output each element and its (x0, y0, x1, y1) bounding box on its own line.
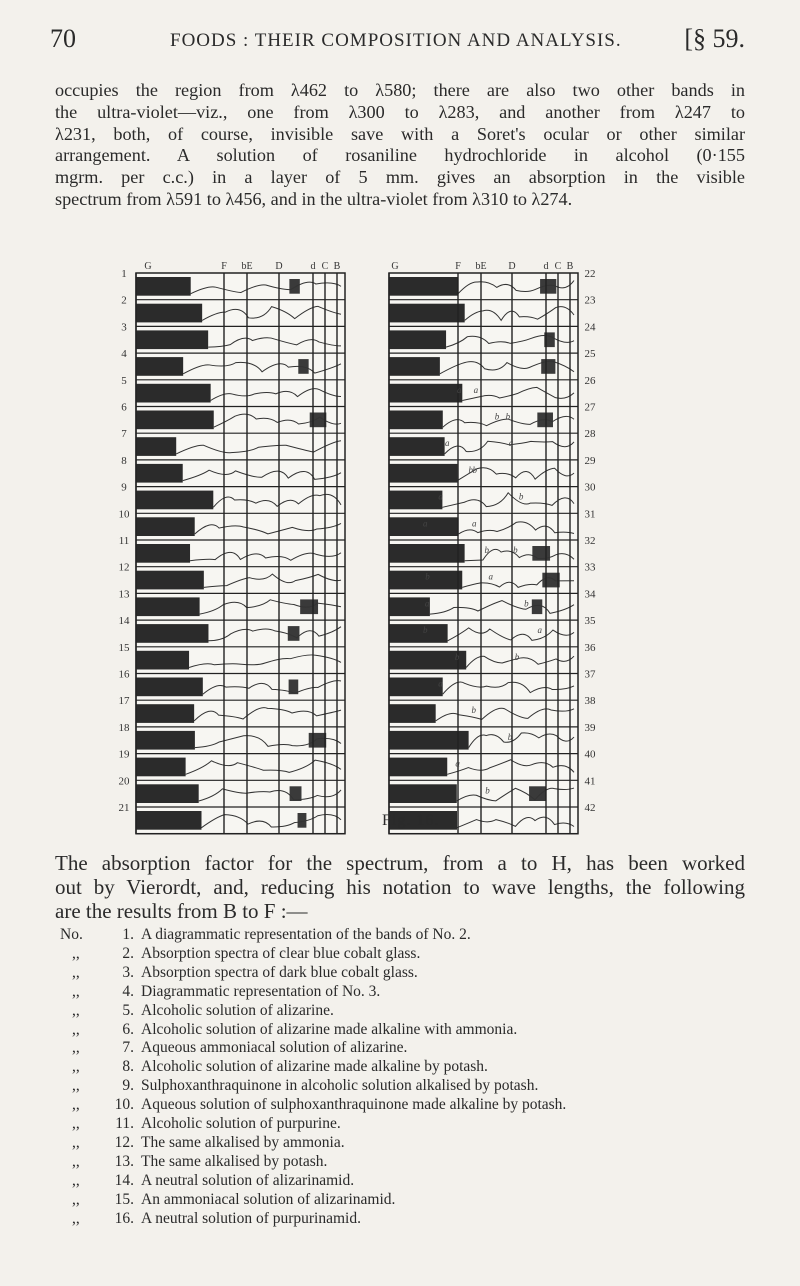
absorption-band (136, 357, 183, 376)
spectrum-row-number: 10 (118, 508, 130, 521)
legend-number: 13. (114, 1152, 134, 1170)
absorption-band (389, 330, 446, 349)
spectrum-row-number: 22 (584, 268, 596, 280)
fraunhofer-line-label: D (275, 261, 283, 272)
spectrum-row-number: 16 (118, 668, 130, 681)
legend-number: 4. (122, 982, 134, 1000)
legend-prefix: ,, (72, 1001, 80, 1019)
absorption-band (136, 624, 208, 643)
legend-text: The same alkalised by ammonia. (141, 1133, 345, 1151)
legend-number: 15. (114, 1190, 134, 1208)
absorption-band (389, 704, 436, 723)
legend-text: A neutral solution of alizarinamid. (141, 1171, 355, 1189)
legend-prefix: ,, (72, 1209, 80, 1227)
spectrum-row-number: 25 (584, 348, 596, 361)
legend-number: 3. (122, 963, 134, 981)
absorption-band (136, 464, 183, 483)
absorption-band (136, 704, 194, 723)
legend-text: Aqueous solution of sulphoxanthraquinone made alkaline by potash. (141, 1096, 567, 1114)
curve-label: b (505, 411, 511, 422)
figure-caption: Fig. 16. (382, 812, 440, 829)
legend-prefix: ,, (72, 1190, 80, 1208)
fraunhofer-line-label: B (333, 261, 341, 272)
fraunhofer-line-label: C (554, 261, 562, 272)
curve-label: a (537, 625, 542, 636)
absorption-band (389, 784, 457, 803)
legend-text: Alcoholic solution of alizarine. (141, 1001, 334, 1019)
legend-number: 1. (122, 926, 134, 943)
absorption-band (136, 758, 186, 777)
legend-text: The same alkalised by potash. (141, 1152, 328, 1170)
curve-label: a (455, 758, 460, 769)
absorption-band (136, 784, 199, 803)
curve-label: b (422, 625, 428, 636)
curve-label: b (454, 651, 460, 662)
absorption-band (136, 384, 211, 403)
legend-text: Alcoholic solution of alizarine made alkaline by potash. (141, 1058, 488, 1076)
spectrum-row-number: 20 (118, 775, 130, 788)
legend-number: 9. (122, 1077, 134, 1095)
legend-prefix: ,, (72, 982, 80, 1000)
spectrum-row-number: 29 (584, 454, 596, 467)
absorption-band (389, 437, 445, 456)
spectrum-row-number: 12 (118, 561, 130, 574)
legend-prefix: ,, (72, 1039, 80, 1057)
legend-number: 8. (122, 1058, 134, 1076)
legend-prefix: ,, (72, 1152, 80, 1170)
absorption-band (136, 571, 204, 590)
spectrum-row-number: 6 (121, 401, 127, 414)
spectrum-row-number: 34 (584, 588, 596, 601)
spectrum-row-number: 26 (584, 374, 596, 387)
curve-label: b (507, 731, 513, 742)
spectrum-row-number: 9 (121, 481, 127, 494)
legend-number: 5. (122, 1001, 134, 1019)
absorption-band (389, 758, 447, 777)
spectrum-row-number: 30 (584, 481, 596, 494)
text-line: λ231, both, of course, invisible save with a Soret's ocular or other similar (55, 123, 745, 144)
legend-prefix: ,, (72, 1133, 80, 1151)
curve-label: a (456, 384, 462, 395)
absorption-band (298, 813, 307, 828)
absorption-band (136, 437, 176, 456)
fraunhofer-line-label: F (455, 261, 461, 272)
legend-prefix: ,, (72, 1058, 80, 1076)
absorption-band (389, 597, 430, 616)
legend-prefix: ,, (72, 1020, 80, 1038)
curve-label: b (472, 464, 478, 475)
legend-text: Diagrammatic representation of No. 3. (141, 982, 381, 1000)
curve-label: a (508, 438, 514, 449)
curve-label: b (514, 651, 520, 662)
absorption-band (136, 491, 213, 510)
legend-number: 16. (114, 1209, 134, 1227)
curve-label: a (473, 384, 479, 395)
absorption-band (289, 279, 299, 294)
absorption-band (389, 678, 443, 697)
section-reference: [§ 59. (684, 24, 745, 53)
absorption-band (389, 624, 448, 643)
spectrum-row-number: 4 (121, 348, 127, 361)
text-line: mgrm. per c.c.) in a layer of 5 mm. gives an absorption in the visible (55, 167, 745, 188)
spectrum-row-number: 7 (121, 428, 127, 441)
absorption-band (136, 651, 189, 670)
absorption-band (542, 573, 559, 588)
spectrum-row-number: 33 (584, 561, 596, 574)
fraunhofer-line-label: d (543, 261, 549, 272)
absorption-band (389, 731, 469, 750)
fraunhofer-line-label: bE (475, 261, 487, 272)
legend-number: 6. (122, 1020, 134, 1038)
text-line: the ultra-violet—viz., one from λ300 to λ283, and another from λ247 to (55, 101, 745, 122)
fraunhofer-line-label: G (391, 261, 399, 272)
spectrum-row-number: 2 (121, 294, 127, 307)
text-line: The absorption factor for the spectrum, from a to H, has been worked (55, 851, 745, 875)
curve-label: a (423, 518, 428, 529)
text-line: out by Vierordt, and, reducing his notation to wave lengths, the following (55, 875, 745, 899)
spectrum-row-number: 35 (584, 615, 596, 628)
absorption-band (136, 277, 191, 296)
curve-label: a (444, 438, 450, 449)
legend-number: 14. (114, 1171, 134, 1189)
spectrum-row-number: 5 (121, 374, 127, 387)
spectrum-row-number: 3 (121, 321, 127, 334)
legend-number: 7. (122, 1039, 134, 1057)
spectrum-row-number: 23 (584, 294, 596, 307)
absorption-band (532, 599, 542, 614)
spectrum-row-number: 19 (118, 748, 130, 761)
curve-label: a (424, 598, 430, 609)
spectrum-row-number: 38 (584, 695, 596, 708)
legend-text: Alcoholic solution of alizarine made alkaline with ammonia. (141, 1020, 518, 1038)
spectrum-row-number: 21 (118, 802, 130, 814)
legend-prefix: ,, (72, 1171, 80, 1189)
absorption-band (389, 357, 440, 376)
running-title: FOODS : THEIR COMPOSITION AND ANALYSIS. (170, 30, 622, 51)
absorption-band (136, 544, 190, 563)
absorption-band (389, 411, 443, 430)
absorption-band (136, 304, 202, 323)
legend-prefix: ,, (72, 1096, 80, 1114)
legend-text: A neutral solution of purpurinamid. (141, 1209, 361, 1227)
absorption-band (389, 384, 462, 403)
text-line: spectrum from λ591 to λ456, and in the ultra-violet from λ310 to λ274. (55, 188, 573, 209)
spectrum-row-number: 24 (584, 321, 596, 334)
spectrum-row-number: 17 (118, 695, 130, 708)
curve-label: b (524, 598, 529, 609)
legend-prefix: ,, (72, 944, 80, 962)
fraunhofer-line-label: d (310, 261, 316, 272)
spectrum-row-number: 37 (584, 668, 596, 681)
curve-label: a (438, 678, 443, 689)
fraunhofer-line-label: G (144, 261, 152, 272)
curve-label: b (485, 785, 490, 796)
spectrum-row-number: 8 (121, 454, 127, 467)
left-spectra-panel (119, 261, 346, 834)
absorption-band (136, 811, 201, 830)
legend-text: Aqueous ammoniacal solution of alizarine. (141, 1039, 408, 1057)
absorption-band (136, 678, 203, 697)
absorption-band (389, 464, 457, 483)
spectrum-row-number: 32 (584, 535, 596, 547)
spectrum-row-number: 14 (118, 615, 130, 628)
legend-number: 2. (122, 944, 134, 962)
legend-number: 10. (114, 1096, 134, 1114)
page-number: 70 (50, 24, 76, 53)
curve-label: b (518, 491, 524, 502)
text-line: occupies the region from λ462 to λ580; there are also two other bands in (55, 80, 745, 100)
absorption-band (136, 597, 200, 616)
spectrum-row-number: 39 (584, 721, 596, 734)
legend-prefix: ,, (72, 963, 80, 981)
body-paragraph-2 (55, 851, 745, 923)
absorption-band (136, 517, 195, 536)
curve-label: b (494, 411, 500, 422)
absorption-band (529, 786, 546, 801)
spectrum-row-number: 41 (584, 775, 596, 788)
curve-label: a (438, 491, 443, 502)
spectrum-row-number: 36 (584, 641, 596, 654)
absorption-band (136, 731, 195, 750)
absorption-band (389, 544, 465, 563)
legend-prefix: ,, (72, 1077, 80, 1095)
spectrum-row-number: 18 (118, 721, 130, 734)
legend-text: Alcoholic solution of purpurine. (141, 1115, 341, 1132)
absorption-band (290, 786, 302, 801)
absorption-band (389, 277, 458, 296)
spectrum-row-number: 11 (118, 535, 130, 547)
curve-label: a (488, 571, 493, 582)
spectrum-row-number: 42 (584, 802, 596, 814)
text-line: are the results from B to F :— (55, 899, 308, 923)
absorption-band (309, 733, 326, 748)
legend-text: An ammoniacal solution of alizarinamid. (141, 1190, 396, 1208)
curve-label: a (471, 518, 477, 529)
fraunhofer-line-label: F (221, 261, 227, 272)
curve-label: b (484, 545, 490, 555)
absorption-band (288, 626, 300, 641)
spectrum-row-number: 40 (584, 748, 596, 761)
absorption-band (389, 491, 442, 510)
spectrum-row-number: 31 (584, 508, 596, 521)
fraunhofer-line-label: B (566, 261, 574, 272)
legend-number: 11. (115, 1115, 134, 1132)
text-line: arrangement. A solution of rosaniline hydrochloride in alcohol (0·155 (55, 145, 745, 166)
legend-prefix: ,, (72, 1115, 80, 1132)
legend-text: A diagrammatic representation of the bands of No. 2. (141, 926, 471, 943)
fraunhofer-line-label: bE (241, 261, 253, 272)
legend-number: 12. (114, 1133, 134, 1151)
legend-text: Absorption spectra of dark blue cobalt glass. (141, 963, 418, 981)
curve-label: b (471, 705, 476, 716)
absorption-band (136, 330, 208, 349)
legend-text: Sulphoxanthraquinone in alcoholic solution alkalised by potash. (141, 1077, 539, 1095)
legend-prefix: No. (60, 926, 83, 943)
fraunhofer-line-label: C (321, 261, 329, 272)
spectrum-row-number: 1 (121, 268, 127, 280)
fraunhofer-line-label: D (508, 261, 516, 272)
curve-label: b (513, 545, 518, 555)
spectrum-row-number: 15 (118, 641, 130, 654)
right-spectra-panel (389, 261, 596, 834)
spectrum-row-number: 28 (584, 428, 596, 441)
absorption-band (389, 304, 465, 323)
curve-label: b (468, 464, 474, 475)
spectrum-row-number: 13 (118, 588, 130, 601)
absorption-band (136, 411, 214, 430)
legend-text: Absorption spectra of clear blue cobalt glass. (141, 944, 421, 962)
spectrum-row-number: 27 (584, 401, 596, 414)
curve-label: b (425, 571, 430, 582)
